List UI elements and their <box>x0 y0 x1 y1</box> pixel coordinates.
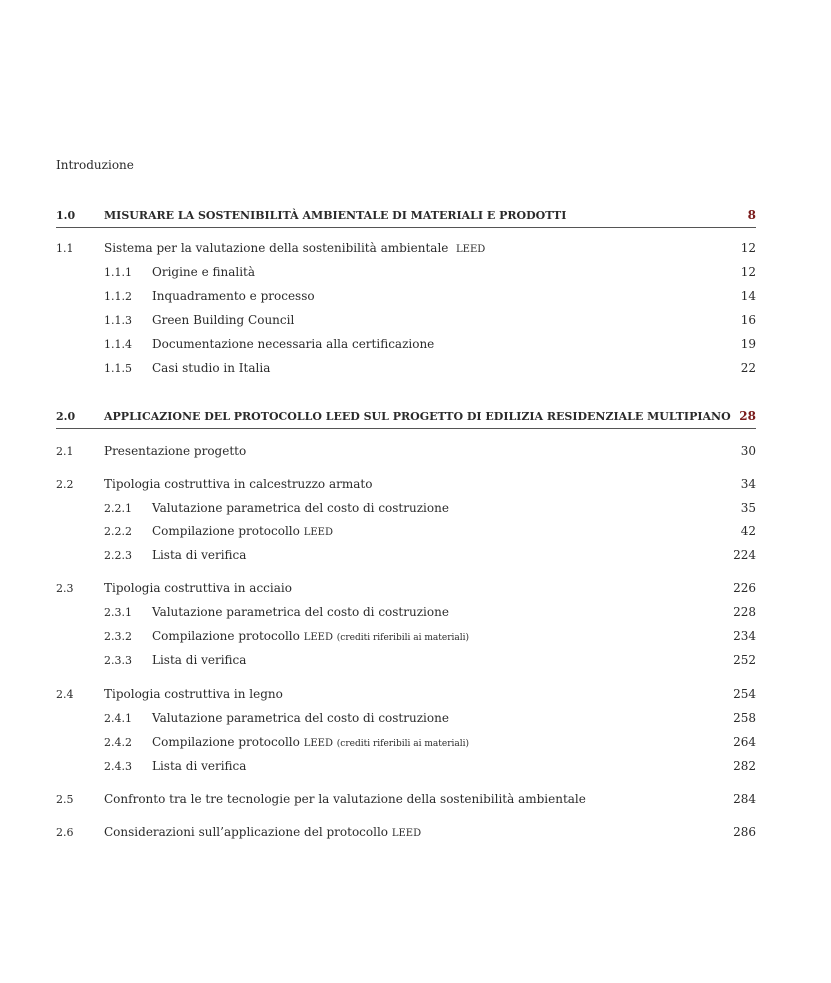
subsection-title: Valutazione parametrica del costo di costruzione <box>152 605 449 619</box>
subsection-number: 1.1.1 <box>104 266 132 279</box>
subsection-title: Inquadramento e processo <box>152 289 315 303</box>
section-number: 2.3 <box>56 582 74 595</box>
chapter-rule <box>56 428 756 429</box>
subsection-page: 258 <box>733 711 756 725</box>
section-number: 2.6 <box>56 826 74 839</box>
subsection-number: 2.3.3 <box>104 654 132 667</box>
subsection-number: 2.3.1 <box>104 606 132 619</box>
chapter-title: APPLICAZIONE DEL PROTOCOLLO LEED SUL PROGETTO DI EDILIZIA RESIDENZIALE MULTIPIANO <box>104 410 731 423</box>
section-title: Tipologia costruttiva in calcestruzzo armato <box>104 477 373 491</box>
chapter-title: MISURARE LA SOSTENIBILITÀ AMBIENTALE DI MATERIALI E PRODOTTI <box>104 209 567 222</box>
section-title: Sistema per la valutazione della sostenibilità ambientale LEED <box>104 241 486 255</box>
subsection-title: Compilazione protocollo LEED (crediti riferibili ai materiali) <box>152 735 470 749</box>
subsection-title: Compilazione protocollo LEED (crediti riferibili ai materiali) <box>152 629 470 643</box>
subsection-title: Lista di verifica <box>152 548 247 562</box>
section-page: 226 <box>733 581 756 595</box>
section-number: 2.5 <box>56 793 74 806</box>
chapter-page: 28 <box>739 409 756 423</box>
section-page: 286 <box>733 825 756 839</box>
subsection-number: 1.1.4 <box>104 338 132 351</box>
subsection-title: Casi studio in Italia <box>152 361 271 375</box>
subsection-page: 19 <box>740 337 756 351</box>
subsection-number: 2.4.3 <box>104 760 132 773</box>
subsection-title: Documentazione necessaria alla certificazione <box>152 337 435 351</box>
subsection-page: 252 <box>733 653 756 667</box>
subsection-number: 1.1.2 <box>104 290 132 303</box>
section-number: 2.1 <box>56 445 74 458</box>
toc-intro: Introduzione <box>56 158 134 172</box>
section-title: Confronto tra le tre tecnologie per la valutazione della sostenibilità ambientale <box>104 792 586 806</box>
subsection-title: Green Building Council <box>152 313 295 327</box>
section-page: 254 <box>733 687 756 701</box>
subsection-page: 224 <box>733 548 756 562</box>
section-page: 12 <box>740 241 756 255</box>
section-number: 1.1 <box>56 242 74 255</box>
subsection-page: 22 <box>740 361 756 375</box>
subsection-title: Lista di verifica <box>152 653 247 667</box>
subsection-number: 2.3.2 <box>104 630 132 643</box>
section-page: 34 <box>740 477 756 491</box>
subsection-page: 42 <box>740 524 756 538</box>
subsection-page: 14 <box>740 289 756 303</box>
subsection-page: 282 <box>733 759 756 773</box>
subsection-page: 234 <box>733 629 756 643</box>
chapter-page: 8 <box>747 208 756 222</box>
subsection-title: Valutazione parametrica del costo di costruzione <box>152 711 449 725</box>
subsection-title: Lista di verifica <box>152 759 247 773</box>
section-title: Tipologia costruttiva in acciaio <box>104 581 292 595</box>
chapter-rule <box>56 227 756 228</box>
section-number: 2.4 <box>56 688 74 701</box>
subsection-page: 16 <box>740 313 756 327</box>
subsection-number: 2.2.3 <box>104 549 132 562</box>
section-page: 284 <box>733 792 756 806</box>
subsection-page: 12 <box>740 265 756 279</box>
subsection-number: 2.2.1 <box>104 502 132 515</box>
subsection-title: Origine e finalità <box>152 265 256 279</box>
section-number: 2.2 <box>56 478 74 491</box>
subsection-number: 2.4.1 <box>104 712 132 725</box>
subsection-page: 264 <box>733 735 756 749</box>
subsection-number: 2.4.2 <box>104 736 132 749</box>
subsection-title: Compilazione protocollo LEED <box>152 524 333 538</box>
section-page: 30 <box>740 444 756 458</box>
subsection-number: 1.1.5 <box>104 362 132 375</box>
subsection-page: 35 <box>740 501 756 515</box>
subsection-page: 228 <box>733 605 756 619</box>
section-title: Considerazioni sull’applicazione del protocollo LEED <box>104 825 422 839</box>
subsection-number: 1.1.3 <box>104 314 132 327</box>
section-title: Tipologia costruttiva in legno <box>104 687 283 701</box>
chapter-number: 1.0 <box>56 209 76 222</box>
subsection-number: 2.2.2 <box>104 525 132 538</box>
section-title: Presentazione progetto <box>104 444 247 458</box>
chapter-number: 2.0 <box>56 410 76 423</box>
subsection-title: Valutazione parametrica del costo di costruzione <box>152 501 449 515</box>
